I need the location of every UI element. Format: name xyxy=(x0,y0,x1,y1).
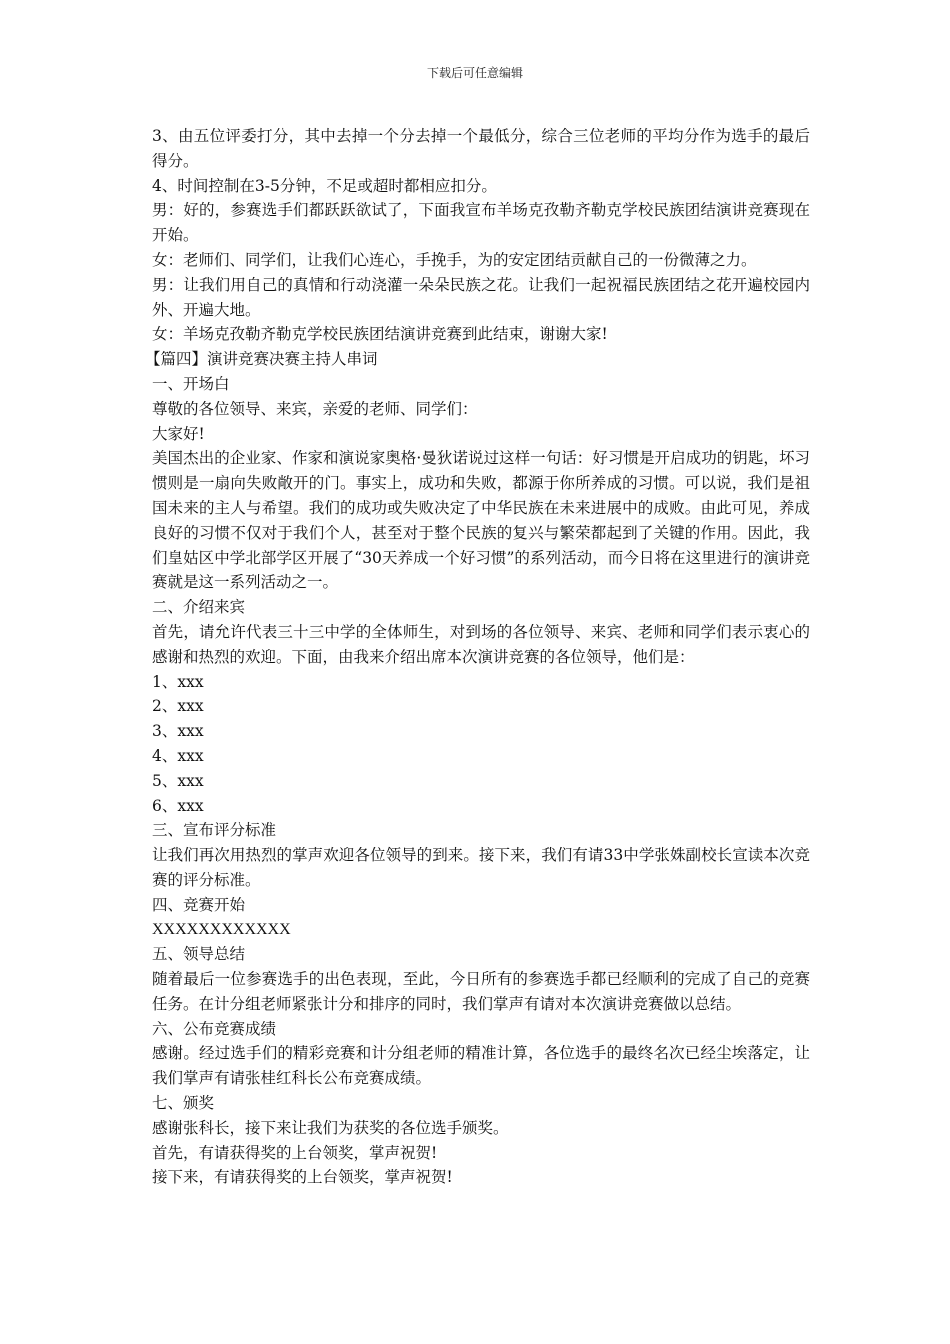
section-heading: 三、宣布评分标准 xyxy=(152,821,277,840)
section-heading: 二、介绍来宾 xyxy=(152,598,246,617)
paragraph: 让我们再次用热烈的掌声欢迎各位领导的到来。接下来，我们有请33中学张姝副校长宣读本次竞赛的评分标准。 xyxy=(152,846,810,889)
guest-list-item: 4、xxx xyxy=(152,746,204,765)
section-heading: 一、开场白 xyxy=(152,374,230,393)
host-line: 女：羊场克孜勒齐勒克学校民族团结演讲竞赛到此结束，谢谢大家! xyxy=(152,325,608,344)
paragraph: 首先，有请获得奖的上台领奖，掌声祝贺! xyxy=(152,1143,438,1162)
host-line: 男：让我们用自己的真情和行动浇灌一朵朵民族之花。让我们一起祝福民族团结之花开遍校园内外、开遍大地。 xyxy=(152,275,810,319)
rule-4: 4、时间控制在3-5分钟，不足或超时都相应扣分。 xyxy=(152,176,497,195)
paragraph: 美国杰出的企业家、作家和演说家奥格·曼狄诺说过这样一句话：好习惯是开启成功的钥匙，坏习惯则是一扇向失败敞开的门。事实上，成功和失败，都源于你所养成的习惯。可以说，我们是祖国未来的主人与希望。我们的成功或失败决定了中华民族在未来进展中的成败。由此可见，养成良好的习惯不仅对于我们个人，甚至对于整个民族的复兴与繁荣都起到了关键的作用。因此，我们皇姑区中学北部学区开展了“30天养成一个好习惯”的系列活动，而今日将在这里进行的演讲竞赛就是这一系列活动之一。 xyxy=(152,449,810,592)
paragraph: 首先，请允许代表三十三中学的全体师生，对到场的各位领导、来宾、老师和同学们表示衷心的感谢和热烈的欢迎。下面，由我来介绍出席本次演讲竞赛的各位领导，他们是： xyxy=(152,622,810,666)
section-heading: 四、竞赛开始 xyxy=(152,895,246,914)
host-line: 男：好的，参赛选手们都跃跃欲试了，下面我宣布羊场克孜勒齐勒克学校民族团结演讲竞赛现在开始。 xyxy=(152,201,810,245)
guest-list-item: 2、xxx xyxy=(152,697,204,716)
paragraph: 接下来，有请获得奖的上台领奖，掌声祝贺! xyxy=(152,1168,453,1187)
section-heading: 七、颁奖 xyxy=(152,1094,215,1113)
placeholder-line: XXXXXXXXXXXX xyxy=(152,920,291,938)
paragraph: 尊敬的各位领导、来宾，亲爱的老师、同学们： xyxy=(152,399,478,418)
section-heading: 五、领导总结 xyxy=(152,945,246,964)
document-body xyxy=(145,124,810,1190)
paragraph: 感谢张科长，接下来让我们为获奖的各位选手颁奖。 xyxy=(152,1118,509,1137)
rule-3: 3、由五位评委打分，其中去掉一个分去掉一个最低分，综合三位老师的平均分作为选手的最后得分。 xyxy=(152,127,810,170)
guest-list-item: 1、xxx xyxy=(152,672,204,691)
guest-list-item: 5、xxx xyxy=(152,771,204,790)
section-heading: 六、公布竞赛成绩 xyxy=(152,1019,277,1038)
guest-list-item: 6、xxx xyxy=(152,796,204,815)
paragraph: 感谢。经过选手们的精彩竞赛和计分组老师的精准计算，各位选手的最终名次已经尘埃落定，让我们掌声有请张桂红科长公布竞赛成绩。 xyxy=(152,1044,810,1088)
paragraph: 大家好! xyxy=(152,424,205,443)
section-title: 【篇四】演讲竞赛决赛主持人串词 xyxy=(145,350,378,369)
host-line: 女：老师们、同学们，让我们心连心，手挽手，为的安定团结贡献自己的一份微薄之力。 xyxy=(152,250,757,269)
page-header: 下载后可任意编辑 xyxy=(426,66,523,80)
paragraph: 随着最后一位参赛选手的出色表现，至此，今日所有的参赛选手都已经顺利的完成了自己的竞赛任务。在计分组老师紧张计分和排序的同时，我们掌声有请对本次演讲竞赛做以总结。 xyxy=(152,970,810,1013)
guest-list-item: 3、xxx xyxy=(152,722,204,741)
